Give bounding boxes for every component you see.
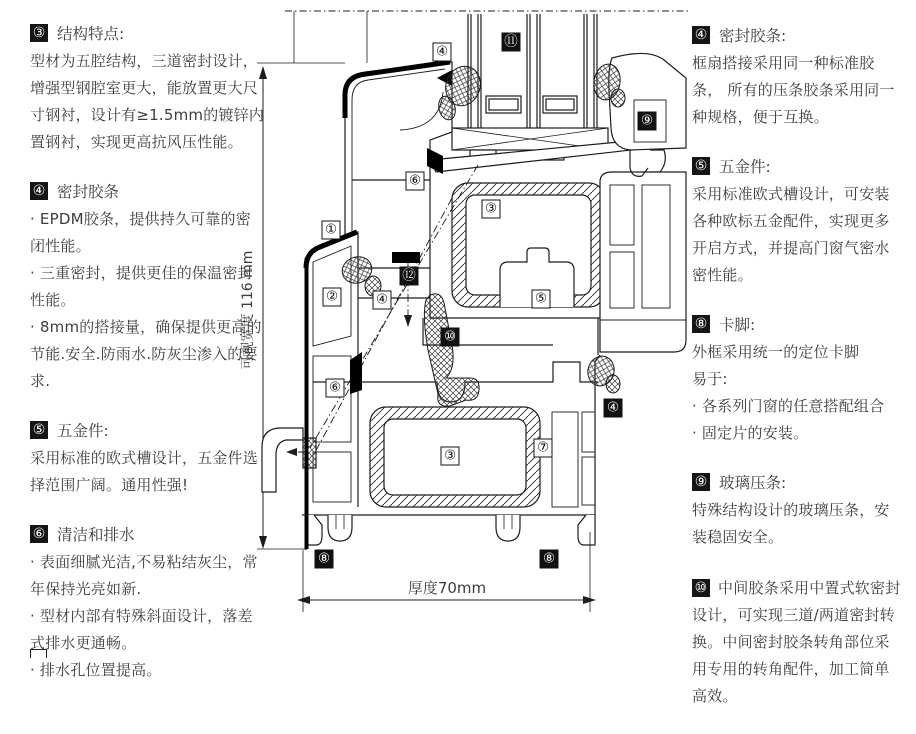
right-legend-panel bbox=[692, 24, 904, 734]
section-body: 采用标准的欧式槽设计，五金件选择范围广阔。通用性强! bbox=[30, 449, 259, 494]
section-title: 清洁和排水 bbox=[57, 526, 135, 544]
diagram-marker: ④ bbox=[433, 43, 452, 62]
section-title: 五金件: bbox=[57, 422, 109, 440]
bullet-item: · 固定片的安装。 bbox=[692, 424, 809, 442]
section-body: 易于: bbox=[692, 370, 728, 388]
snap-foot bbox=[496, 515, 520, 541]
diagram-marker: ⑧ bbox=[540, 550, 559, 569]
width-dimension-label: 厚度70mm bbox=[407, 579, 487, 597]
legend-section-seals-right bbox=[692, 24, 904, 131]
section-body: 型材为五腔结构，三道密封设计，增强型钢腔室更大，能放置更大尺寸钢衬，设计有≥1.5mm的镀锌内置钢衬，实现更高抗风压性能。 bbox=[30, 52, 265, 151]
section-number-badge: ⑥ bbox=[30, 525, 48, 543]
diagram-marker: ② bbox=[323, 288, 342, 307]
section-title: 五金件: bbox=[719, 158, 771, 176]
bullet-item: · 三重密封，提供更佳的保温密封性能。 bbox=[30, 264, 253, 309]
section-number-badge: ⑨ bbox=[692, 473, 710, 491]
section-body: 框扇搭接采用同一种标准胶条， 所有的压条胶条采用同一种规格，便于互换。 bbox=[692, 54, 895, 126]
diagram-marker: ⑤ bbox=[532, 290, 551, 309]
section-title: 结构特点: bbox=[57, 25, 125, 43]
section-title: 玻璃压条: bbox=[719, 474, 787, 492]
bullet-item: · 表面细腻光洁,不易粘结灰尘，常年保持光亮如新. bbox=[30, 553, 258, 598]
legend-section-hardware-right bbox=[692, 155, 904, 289]
snap-foot bbox=[328, 515, 352, 541]
height-dimension-label: 可视宽度 116 mm bbox=[240, 250, 256, 370]
right-frame-block bbox=[595, 172, 686, 515]
diagram-marker: ⑨ bbox=[638, 112, 657, 131]
diagram-marker: ⑫ bbox=[400, 267, 419, 286]
diagram-marker: ⑦ bbox=[534, 439, 553, 458]
section-title: 卡脚: bbox=[719, 316, 756, 334]
left-legend-panel bbox=[30, 22, 265, 708]
frame-bottom bbox=[302, 515, 595, 545]
diagram-marker: ⑧ bbox=[315, 550, 334, 569]
bullet-item: · EPDM胶条，提供持久可靠的密闭性能。 bbox=[30, 210, 251, 255]
diagram-marker: ⑥ bbox=[326, 379, 345, 398]
section-title: 密封胶条 bbox=[57, 183, 120, 201]
section-body: 采用标准欧式槽设计，可安装各种欧标五金配件，实现更多开启方式，并提高门窗气密水密性能。 bbox=[692, 185, 890, 284]
section-number-badge: ⑩ bbox=[692, 579, 710, 597]
section-body: 外框采用统一的定位卡脚 bbox=[692, 343, 860, 361]
diagram-marker: ④ bbox=[373, 291, 392, 310]
section-number-badge: ⑤ bbox=[30, 421, 48, 439]
legend-section-glazing-bead bbox=[692, 471, 904, 551]
legend-section-seals bbox=[30, 180, 265, 395]
glazing-bead bbox=[609, 53, 686, 176]
diagram-marker: ③ bbox=[441, 447, 460, 466]
section-body: 特殊结构设计的玻璃压条，安装稳固安全。 bbox=[692, 501, 890, 546]
section-number-badge: ⑤ bbox=[692, 157, 710, 175]
section-body: 中间胶条采用中置式软密封设计，可实现三道/两道密封转换。中间密封胶条转角部位采用专用的转角配件，加工简单高效。 bbox=[692, 579, 901, 705]
section-number-badge: ③ bbox=[30, 24, 48, 42]
sash-steel-chamber bbox=[452, 183, 605, 307]
bullet-item: · 各系列门窗的任意搭配组合 bbox=[692, 397, 885, 415]
legend-section-clip-feet bbox=[692, 313, 904, 447]
section-number-badge: ④ bbox=[30, 182, 48, 200]
bullet-item: · 排水孔位置提高。 bbox=[30, 661, 162, 679]
legend-section-hardware bbox=[30, 419, 265, 499]
diagram-marker: ⑪ bbox=[502, 33, 521, 52]
legend-section-center-gasket bbox=[692, 575, 904, 710]
section-number-badge: ④ bbox=[692, 26, 710, 44]
legend-section-drainage bbox=[30, 523, 265, 684]
section-title: 密封胶条: bbox=[719, 27, 787, 45]
center-gasket bbox=[424, 294, 479, 406]
bullet-item: · 8mm的搭接量，确保提供更高的节能.安全.防雨水.防灰尘渗入的要求. bbox=[30, 318, 262, 390]
diagram-marker: ⑥ bbox=[406, 172, 425, 191]
bullet-item: · 型材内部有特殊斜面设计，落差式排水更通畅。 bbox=[30, 607, 253, 652]
diagram-marker: ④ bbox=[604, 399, 623, 418]
diagram-marker: ③ bbox=[482, 200, 501, 219]
diagram-marker: ① bbox=[322, 221, 341, 240]
section-number-badge: ⑧ bbox=[692, 315, 710, 333]
legend-section-structure bbox=[30, 22, 265, 156]
diagram-marker: ⑩ bbox=[441, 328, 460, 347]
width-dimension bbox=[297, 532, 596, 612]
frame-steel-chamber bbox=[370, 407, 595, 507]
